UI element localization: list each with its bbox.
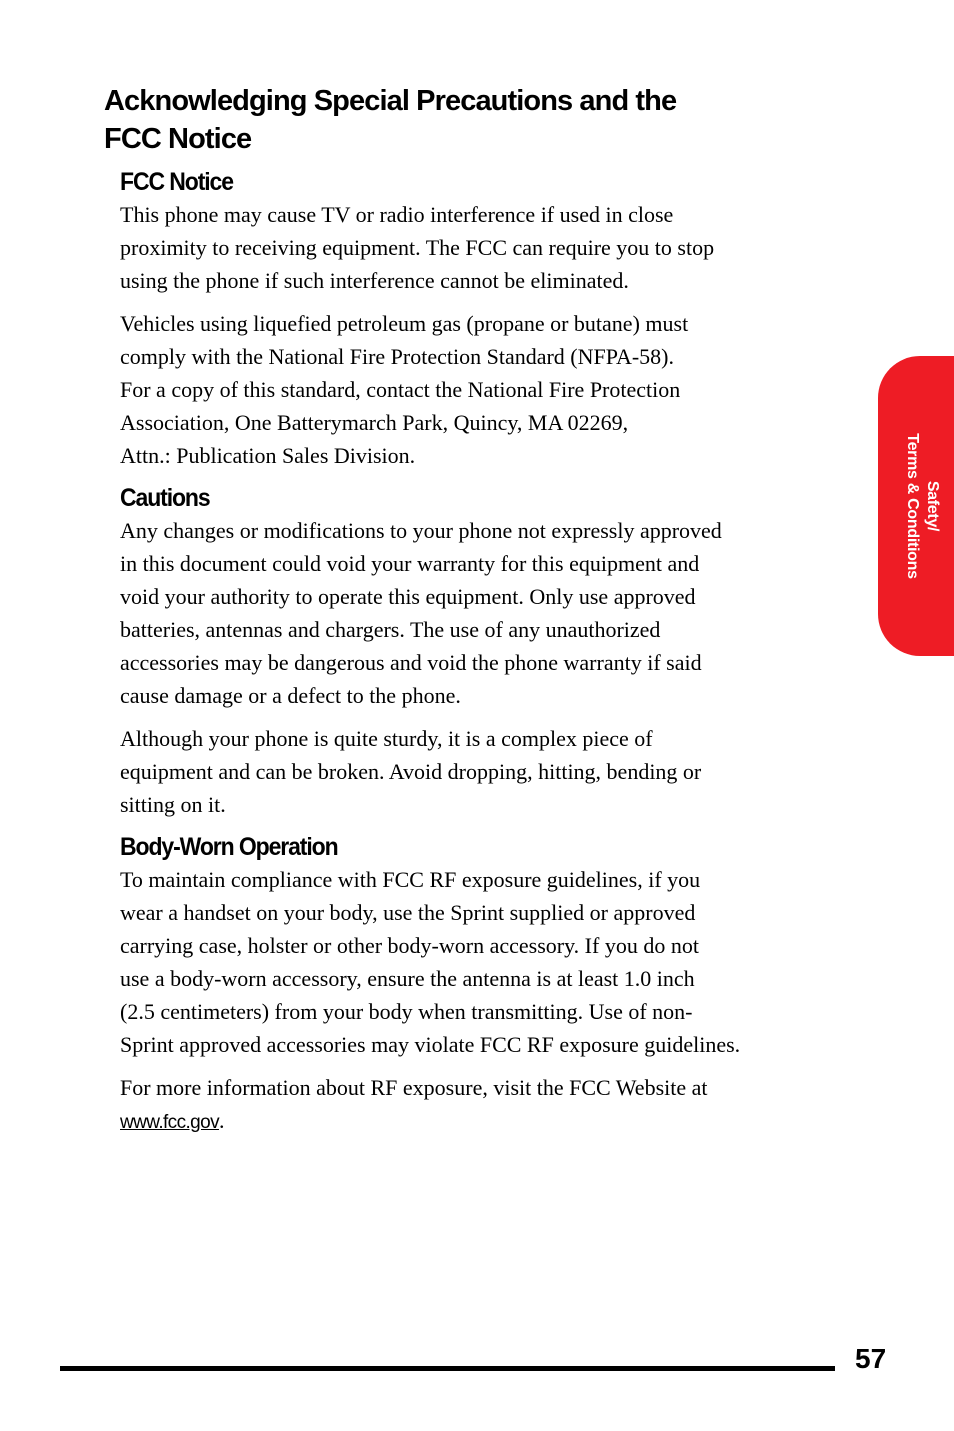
page-number: 57 xyxy=(855,1343,887,1374)
text-line: accessories may be dangerous and void the phone warranty if said xyxy=(120,650,702,675)
text-line: wear a handset on your body, use the Sprint supplied or approved xyxy=(120,900,696,925)
text-line: This phone may cause TV or radio interference if used in close xyxy=(120,202,674,227)
paragraph-lpg-vehicles xyxy=(120,307,860,472)
text-line: To maintain compliance with FCC RF exposure guidelines, if you xyxy=(120,867,701,892)
section-cautions xyxy=(120,482,860,821)
text-line: Any changes or modifications to your phone not expressly approved xyxy=(120,518,722,543)
text-line: using the phone if such interference cannot be eliminated. xyxy=(120,268,629,293)
paragraph-sturdy xyxy=(120,722,860,821)
text-line: proximity to receiving equipment. The FCC can require you to stop xyxy=(120,235,715,260)
text-line: comply with the National Fire Protection Standard (NFPA-58). xyxy=(120,344,675,369)
footer-rule xyxy=(60,1366,835,1371)
text-line: sitting on it. xyxy=(120,792,226,817)
side-tab-line-2: Terms & Conditions xyxy=(904,433,921,579)
text-line: Vehicles using liquefied petroleum gas (propane or butane) must xyxy=(120,311,689,336)
paragraph-fcc-interference xyxy=(120,198,860,297)
text-line: Attn.: Publication Sales Division. xyxy=(120,443,416,468)
heading-fcc-notice: FCC Notice xyxy=(120,168,233,196)
page-title-line-1: Acknowledging Special Precautions and the xyxy=(104,85,677,117)
period: . xyxy=(219,1108,225,1133)
text-line: (2.5 centimeters) from your body when transmitting. Use of non- xyxy=(120,999,693,1024)
text-line: cause damage or a defect to the phone. xyxy=(120,683,461,708)
text-line-link xyxy=(120,1104,860,1139)
text-line: use a body-worn accessory, ensure the antenna is at least 1.0 inch xyxy=(120,966,695,991)
page-title-line-2: FCC Notice xyxy=(104,123,252,155)
paragraph-more-info xyxy=(120,1071,860,1139)
side-tab-line-1: Safety/ xyxy=(924,480,941,532)
heading-cautions: Cautions xyxy=(120,484,210,512)
text-line: For a copy of this standard, contact the National Fire Protection xyxy=(120,377,681,402)
text-line: Association, One Batterymarch Park, Quincy, MA 02269, xyxy=(120,410,629,435)
text-line: batteries, antennas and chargers. The use of any unauthorized xyxy=(120,617,661,642)
fcc-website-link[interactable]: www.fcc.gov xyxy=(120,1112,219,1133)
paragraph-modifications xyxy=(120,514,860,712)
text-line: in this document could void your warranty for this equipment and xyxy=(120,551,700,576)
text-line: void your authority to operate this equipment. Only use approved xyxy=(120,584,696,609)
text-line: Sprint approved accessories may violate FCC RF exposure guidelines. xyxy=(120,1032,741,1057)
section-body-worn-operation xyxy=(120,831,860,1139)
heading-body-worn-operation: Body-Worn Operation xyxy=(120,833,338,861)
text-line: Although your phone is quite sturdy, it is a complex piece of xyxy=(120,726,653,751)
paragraph-rf-compliance xyxy=(120,863,860,1061)
text-line: For more information about RF exposure, visit the FCC Website at xyxy=(120,1075,708,1100)
main-content xyxy=(120,166,860,1149)
text-line: equipment and can be broken. Avoid dropping, hitting, bending or xyxy=(120,759,702,784)
text-line: carrying case, holster or other body-worn accessory. If you do not xyxy=(120,933,699,958)
page-title xyxy=(104,82,804,158)
section-fcc-notice xyxy=(120,166,860,472)
